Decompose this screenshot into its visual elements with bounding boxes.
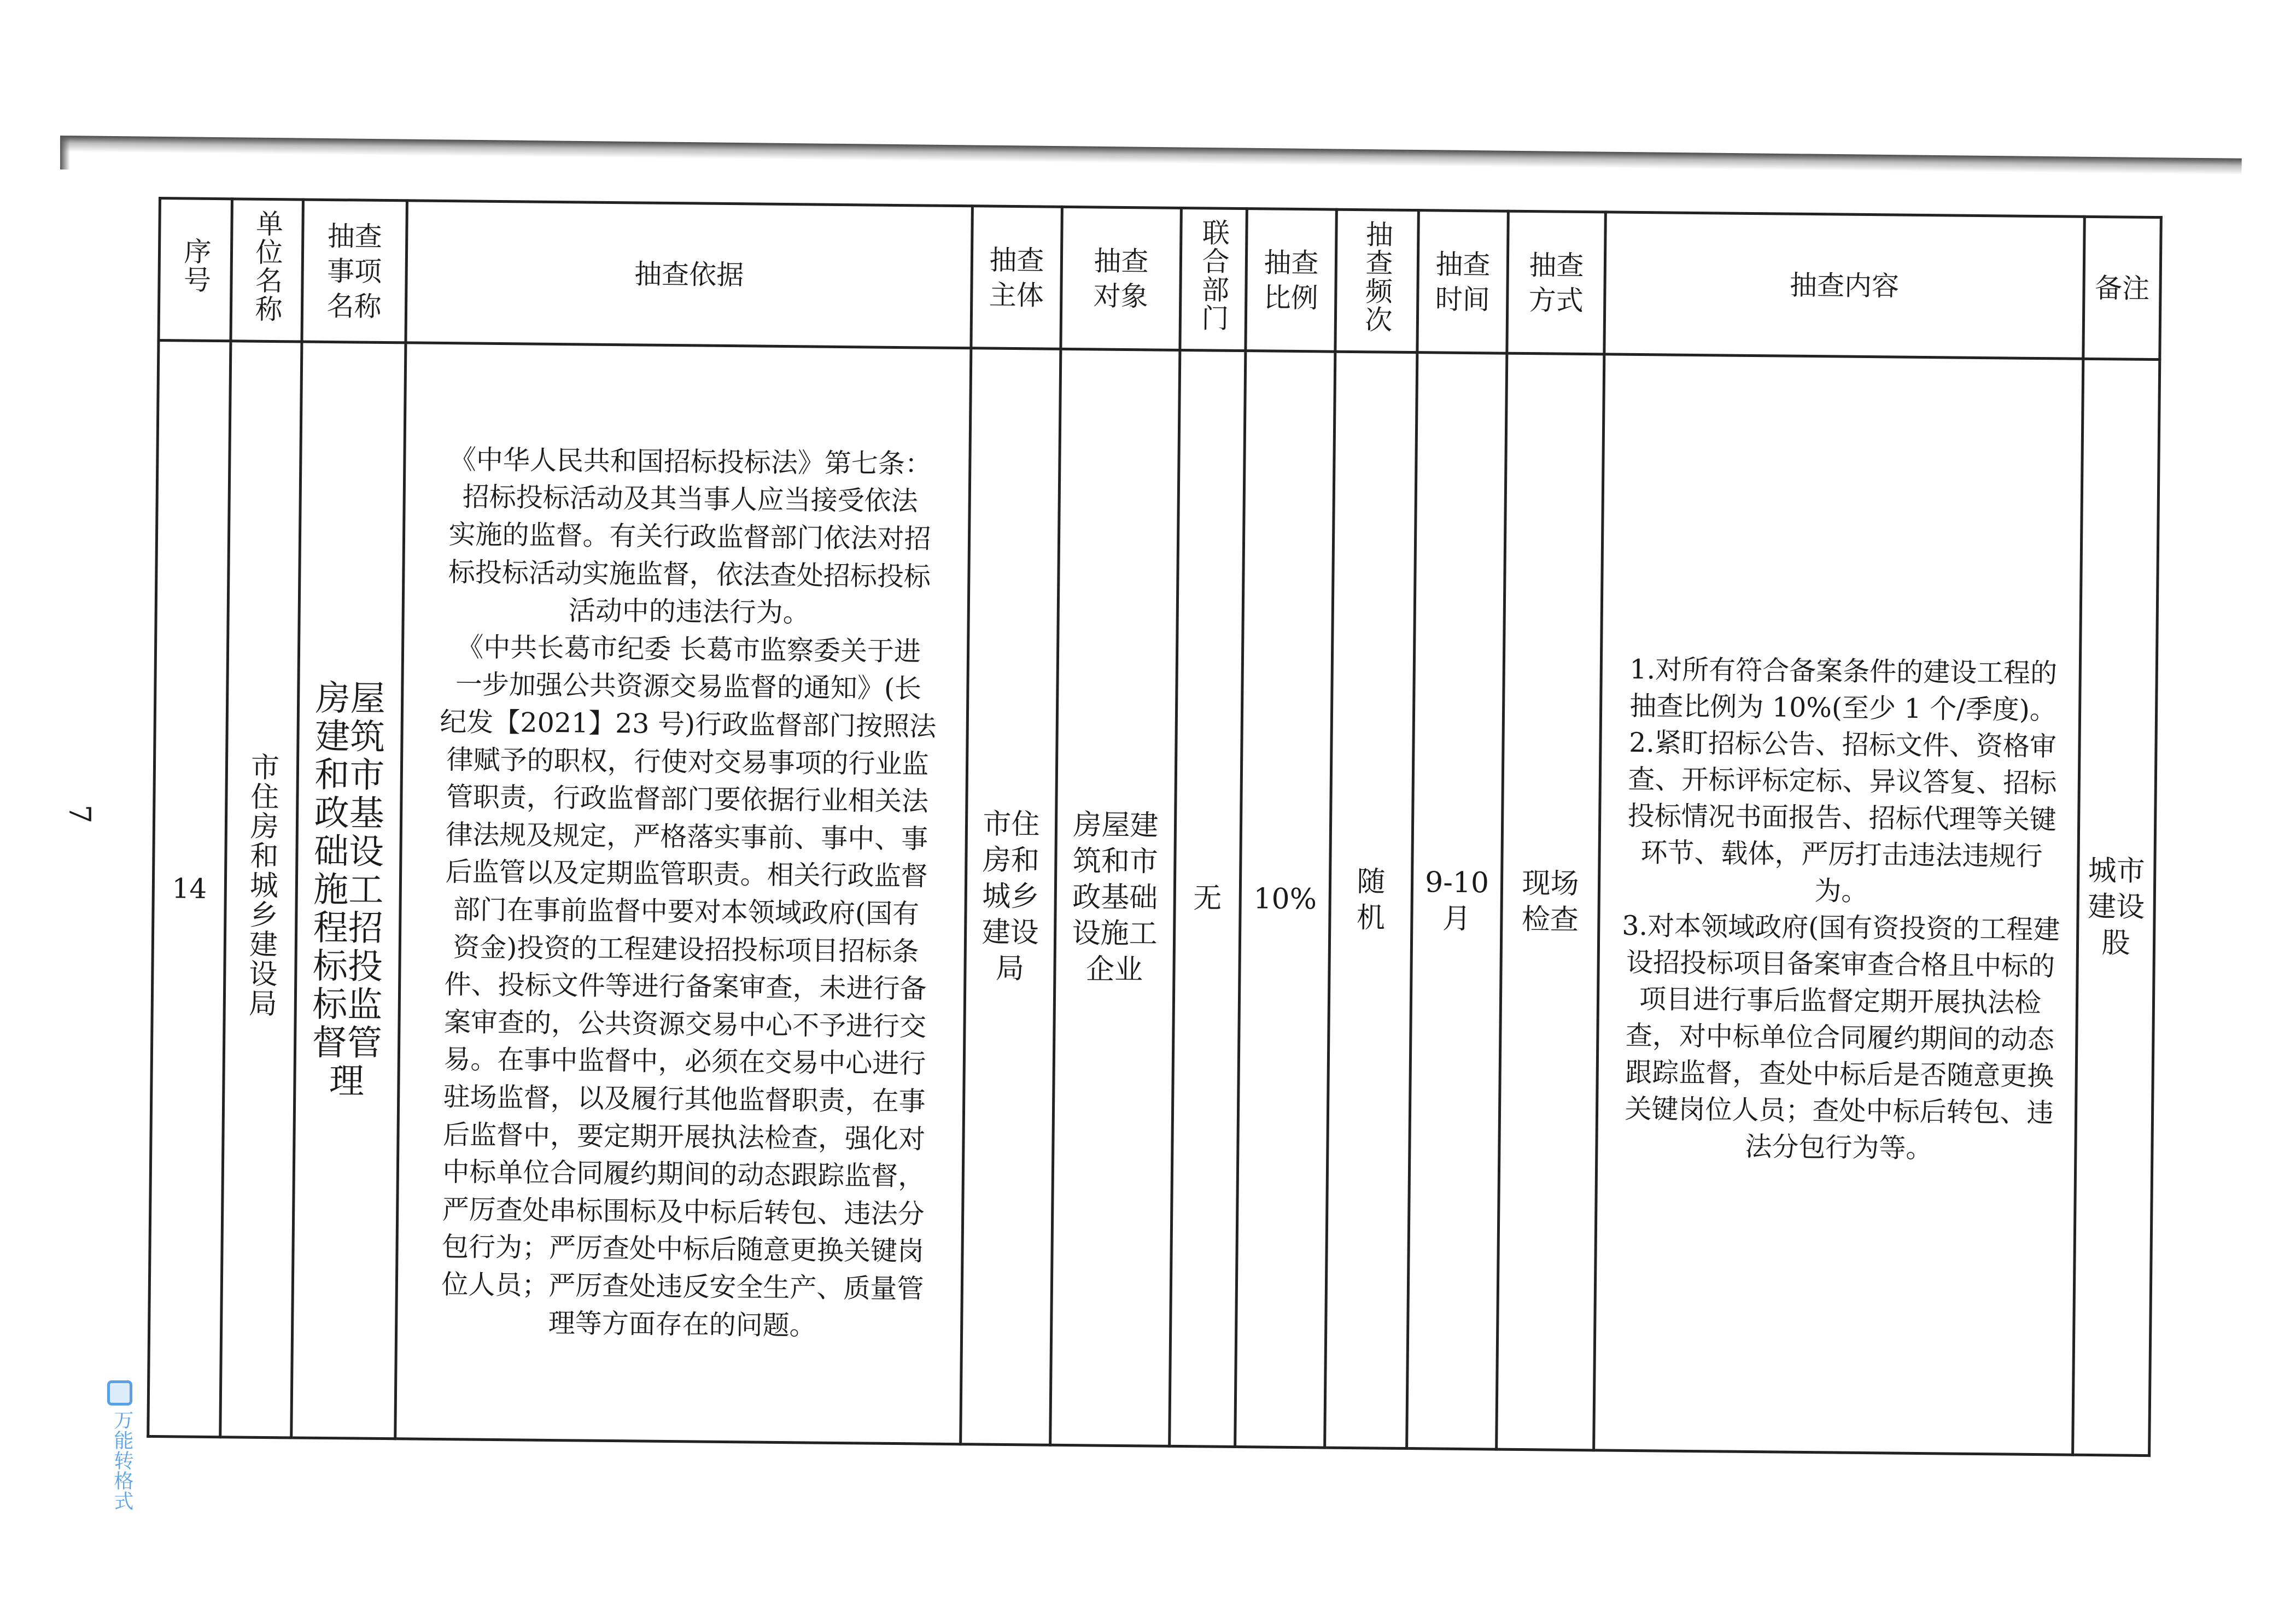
text-line: 严厉查处串标围标及中标后转包、违法分 — [442, 1193, 925, 1230]
text-line: 纪发【2021】23 号)行政监督部门按照法 — [440, 706, 937, 742]
text-line: 项目进行事后监督定期开展执法检 — [1639, 983, 2042, 1019]
cell-time — [1407, 353, 1507, 1449]
text-line: 律赋予的职权，行使对交易事项的行业监 — [446, 743, 929, 780]
header-item: 抽查事项名称 — [302, 200, 407, 343]
page-number: 7 — [62, 804, 97, 824]
text-line: 部门在事前监督中要对本领域政府(国有 — [453, 894, 920, 930]
text-line: 月 — [1442, 902, 1471, 936]
text-line: 局 — [995, 952, 1025, 986]
header-seq: 序号 — [159, 198, 232, 341]
header-joint: 联合部门 — [1180, 208, 1247, 350]
cell-content — [1594, 354, 2083, 1455]
text-line: 中标单位合同履约期间的动态跟踪监督， — [442, 1156, 925, 1192]
text-line: 包行为；严厉查处中标后随意更换关键岗 — [441, 1231, 925, 1267]
header-time: 抽查时间 — [1417, 210, 1508, 354]
text-line: 标投标活动实施监督，依法查处招标投标 — [448, 556, 931, 593]
header-unit: 单位名称 — [231, 199, 303, 342]
text-line: 检查 — [1521, 903, 1579, 936]
table-row — [148, 341, 2160, 1456]
text-line: 件、投标文件等进行备案审查，未进行备 — [444, 969, 927, 1005]
cell-method — [1497, 353, 1604, 1450]
text-line: 筑和市 — [1072, 845, 1159, 879]
watermark — [107, 1380, 132, 1523]
cell-freq — [1325, 352, 1417, 1448]
text-line: 位人员；严厉查处违反安全生产、质量管 — [441, 1268, 924, 1305]
watermark-text: 万能转格式 — [111, 1410, 133, 1511]
header-method: 抽查方式 — [1507, 211, 1605, 354]
header-content: 抽查内容 — [1604, 212, 2084, 359]
text-line: 一步加强公共资源交易监督的通知》(长 — [455, 669, 922, 705]
text-line: 查、开标评标定标、异议答复、招标 — [1628, 763, 2057, 799]
text-line: 环节、载体，严厉打击违法违规行为。 — [1640, 837, 2043, 907]
inspection-table-sheet — [147, 197, 2160, 1457]
cell-unit: 市住房和城乡建设局 — [220, 341, 302, 1438]
text-line: 后监督中，要定期开展执法检查，强化对 — [442, 1119, 926, 1155]
text-line: 现场 — [1522, 866, 1579, 900]
text-line: 易。在事中监督中，必须在交易中心进行 — [443, 1044, 926, 1080]
text-line: 3.对本领域政府(国有资投资的工程建 — [1622, 910, 2060, 946]
page-edge-shadow — [60, 136, 2242, 175]
text-line: 资金)投资的工程建设招投标项目招标条 — [453, 931, 919, 968]
cell-ratio: 10% — [1235, 351, 1335, 1448]
page-corner-shadow — [60, 137, 70, 169]
header-remark: 备注 — [2083, 216, 2161, 359]
text-line: 城市 — [2088, 854, 2146, 888]
text-line: 机 — [1356, 901, 1386, 935]
text-line: 实施的监督。有关行政监督部门依法对招 — [448, 519, 931, 555]
text-line: 管职责，行政监督部门要依据行业相关法 — [446, 781, 929, 817]
text-line: 驻场监督，以及履行其他监督职责，在事 — [443, 1081, 926, 1117]
text-line: 9-10 — [1424, 866, 1489, 900]
text-line: 招标投标活动及其当事人应当接受依法 — [462, 481, 918, 517]
basis-text — [413, 441, 960, 1346]
cell-object — [1050, 349, 1180, 1446]
text-line: 后监管以及定期监管职责。相关行政监督 — [445, 856, 928, 892]
header-subject: 抽查主体 — [971, 206, 1062, 349]
cell-item: 房屋建筑和市政基础设施工程招标投标监督管理 — [291, 342, 406, 1439]
text-line: 《中华人民共和国招标投标法》第七条： — [449, 444, 932, 480]
text-line: 抽查比例为 10%(至少 1 个/季度)。 — [1629, 690, 2057, 726]
text-line: 随 — [1357, 865, 1386, 899]
text-line: 律法规及规定，严格落实事前、事中、事 — [446, 818, 928, 855]
text-line: 房屋建 — [1073, 809, 1159, 842]
header-object: 抽查对象 — [1061, 207, 1181, 350]
text-line: 理等方面存在的问题。 — [548, 1307, 817, 1342]
text-line: 房和 — [982, 844, 1040, 877]
document-icon — [107, 1380, 132, 1406]
text-line: 2.紧盯招标公告、招标文件、资格审 — [1628, 727, 2057, 763]
header-ratio: 抽查比例 — [1246, 209, 1336, 352]
text-line: 1.对所有符合备案条件的建设工程的 — [1629, 653, 2058, 689]
text-line: 建设 — [982, 916, 1039, 950]
text-line: 股 — [2101, 927, 2130, 960]
text-line: 政基础 — [1072, 881, 1158, 915]
cell-joint: 无 — [1170, 350, 1246, 1447]
text-line: 设招投标项目备案审查合格且中标的 — [1626, 946, 2055, 982]
text-line: 活动中的违法行为。 — [568, 595, 810, 629]
cell-subject — [961, 348, 1061, 1445]
text-line: 案审查的，公共资源交易中心不予进行交 — [443, 1006, 927, 1043]
text-line: 城乡 — [982, 880, 1039, 914]
header-basis: 抽查依据 — [406, 201, 972, 348]
text-line: 企业 — [1085, 953, 1143, 987]
text-line: 设施工 — [1072, 917, 1158, 951]
table-header-row — [159, 198, 2161, 360]
text-line: 投标情况书面报告、招标代理等关键 — [1627, 800, 2057, 836]
text-line: 法分包行为等。 — [1745, 1131, 1933, 1164]
inspection-table — [147, 197, 2163, 1457]
cell-basis — [395, 343, 971, 1444]
text-line: 查，对中标单位合同履约期间的动态 — [1625, 1020, 2055, 1056]
header-freq: 抽查频次 — [1335, 209, 1418, 352]
text-line: 市住 — [983, 807, 1040, 841]
text-line: 《中共长葛市纪委 长葛市监察委关于进 — [457, 631, 921, 667]
content-text — [1614, 651, 2068, 1168]
text-line: 建设 — [2087, 890, 2145, 924]
cell-remark — [2073, 359, 2160, 1455]
text-line: 跟踪监督，查处中标后是否随意更换 — [1625, 1056, 2054, 1092]
cell-seq: 14 — [148, 341, 231, 1437]
text-line: 关键岗位人员；查处中标后转包、违 — [1625, 1093, 2054, 1129]
